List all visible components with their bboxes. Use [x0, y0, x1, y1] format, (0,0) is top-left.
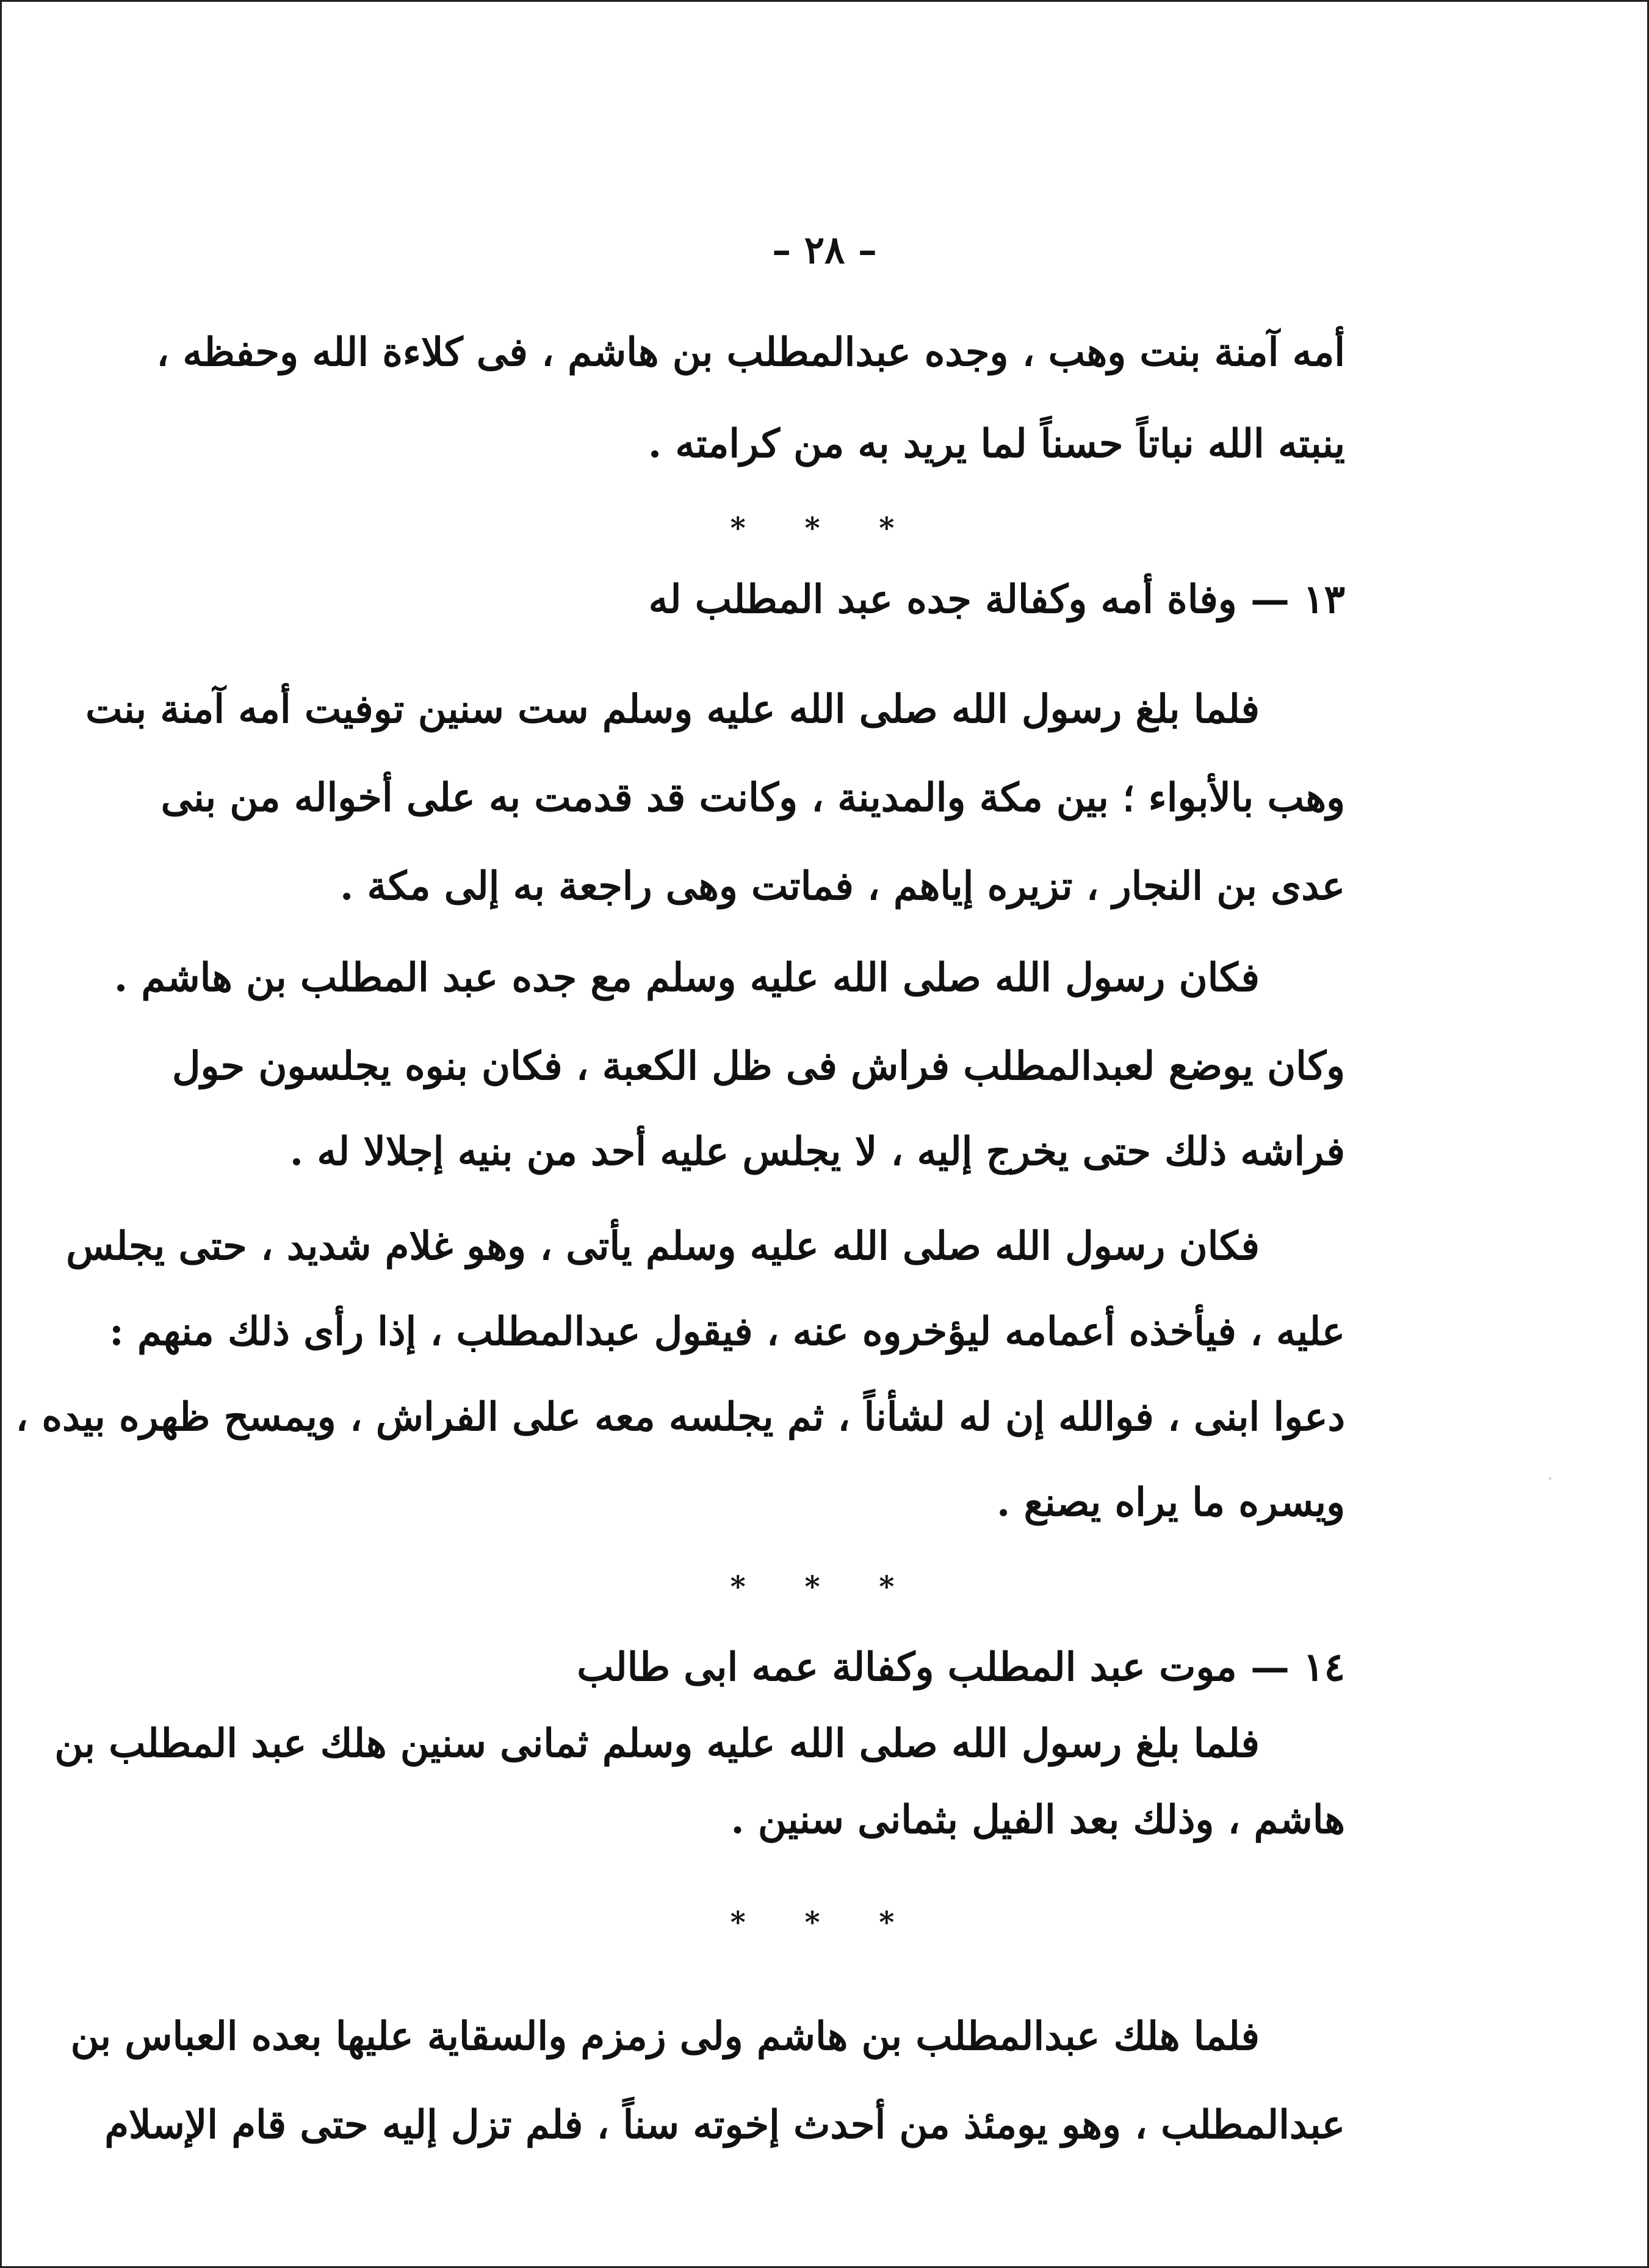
section-separator-2: * * *: [730, 1570, 919, 1604]
s14-p1-line-1: فلما بلغ رسول الله صلى الله عليه وسلم ثمانى سنين هلك عبد المطلب بن: [54, 1721, 1260, 1766]
s13-p3-line-4: ويسره ما يراه يصنع .: [997, 1480, 1345, 1525]
s13-p1-line-3: عدى بن النجار ، تزيره إياهم ، فماتت وهى راجعة به إلى مكة .: [339, 863, 1345, 909]
section-separator-3: * * *: [730, 1906, 919, 1940]
s14-p1-line-2: هاشم ، وذلك بعد الفيل بثمانى سنين .: [731, 1797, 1345, 1843]
section-separator-1: * * *: [730, 511, 919, 545]
s13-p1-line-2: وهب بالأبواء ؛ بين مكة والمدينة ، وكانت قد قدمت به على أخواله من بنى: [161, 775, 1345, 821]
s13-p2-line-2: وكان يوضع لعبدالمطلب فراش فى ظل الكعبة ، فكان بنوه يجلسون حول: [171, 1043, 1345, 1089]
s13-p3-line-1: فكان رسول الله صلى الله عليه وسلم يأتى ، وهو غلام شديد ، حتى يجلس: [66, 1223, 1260, 1269]
section-14-heading: ١٤ — موت عبد المطلب وكفالة عمه ابى طالب: [577, 1644, 1345, 1690]
s13-p3-line-3: دعوا ابنى ، فوالله إن له لشأناً ، ثم يجلسه معه على الفراش ، ويمسح ظهره بيده ،: [15, 1394, 1345, 1440]
intro-line-2: ينبته الله نباتاً حسناً لما يريد به من كرامته .: [648, 421, 1345, 467]
s13-p3-line-2: عليه ، فيأخذه أعمامه ليؤخروه عنه ، فيقول عبدالمطلب ، إذا رأى ذلك منهم :: [109, 1309, 1345, 1355]
scan-speck: [1549, 1477, 1551, 1480]
s13-p2-line-3: فراشه ذلك حتى يخرج إليه ، لا يجلس عليه أحد من بنيه إجلالا له .: [289, 1129, 1345, 1175]
page-number: – ٢٨ –: [772, 228, 877, 272]
closing-line-2: عبدالمطلب ، وهو يومئذ من أحدث إخوته سناً ، فلم تزل إليه حتى قام الإسلام: [104, 2102, 1345, 2148]
closing-line-1: فلما هلك عبدالمطلب بن هاشم ولى زمزم والسقاية عليها بعده العباس بن: [70, 2014, 1260, 2059]
section-13-heading: ١٣ — وفاة أمه وكفالة جده عبد المطلب له: [648, 577, 1345, 622]
intro-line-1: أمه آمنة بنت وهب ، وجده عبدالمطلب بن هاشم ، فى كلاءة الله وحفظه ،: [156, 329, 1345, 375]
s13-p2-line-1: فكان رسول الله صلى الله عليه وسلم مع جده عبد المطلب بن هاشم .: [114, 955, 1260, 1001]
s13-p1-line-1: فلما بلغ رسول الله صلى الله عليه وسلم ست سنين توفيت أمه آمنة بنت: [85, 686, 1260, 732]
